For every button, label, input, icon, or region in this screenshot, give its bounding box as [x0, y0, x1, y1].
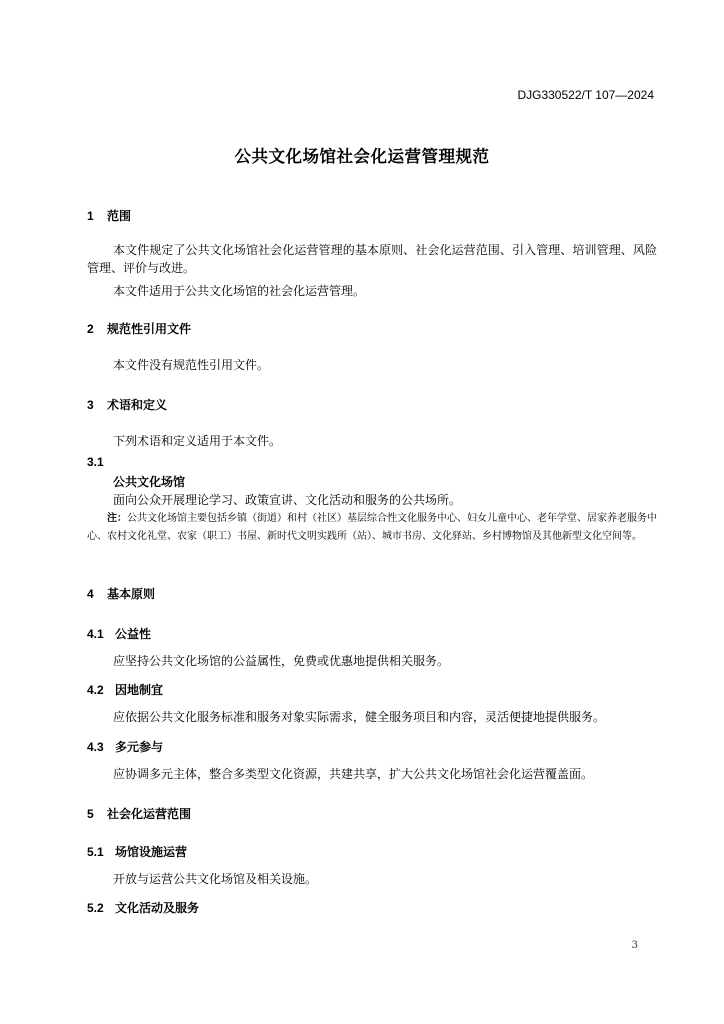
section-1-paragraph-1: 本文件规定了公共文化场馆社会化运营管理的基本原则、社会化运营范围、引入管理、培训管理、风险管理、评价与改进。 [87, 243, 657, 275]
term-note [87, 510, 657, 546]
section-2-heading [87, 320, 191, 337]
subsection-number: 4.1 [87, 627, 104, 641]
subsection-number: 4.2 [87, 683, 104, 697]
page-number: 3 [631, 940, 638, 951]
subsection-title: 因地制宜 [115, 683, 164, 697]
subsection-title: 多元参与 [115, 740, 164, 754]
section-2-paragraph-1: 本文件没有规范性引用文件。 [113, 358, 270, 372]
section-4-2-text: 应依据公共文化服务标准和服务对象实际需求，健全服务项目和内容，灵活便捷地提供服务。 [113, 710, 606, 724]
section-title: 社会化运营范围 [107, 807, 192, 821]
section-5-heading [87, 805, 191, 822]
section-5-1-text: 开放与运营公共文化场馆及相关设施。 [113, 872, 318, 886]
section-number: 4 [87, 587, 94, 601]
term-name: 公共文化场馆 [113, 475, 186, 489]
section-4-2-heading [87, 681, 163, 698]
note-text: 公共文化场馆主要包括乡镇（街道）和村（社区）基层综合性文化服务中心、妇女儿童中心、老年学堂、居家养老服务中心、农村文化礼堂、农家（职工）书屋、新时代文明实践所（站）、城市书房、文化驿站、乡村博物馆及其他新型文化空间等。 [87, 513, 657, 542]
section-title: 基本原则 [107, 587, 156, 601]
section-title: 术语和定义 [107, 398, 168, 412]
section-4-1-text: 应坚持公共文化场馆的公益属性，免费或优惠地提供相关服务。 [113, 654, 450, 668]
section-1-heading [87, 207, 131, 224]
document-number: DJG330522/T 107—2024 [517, 88, 654, 102]
section-number: 3 [87, 398, 94, 412]
section-4-1-heading [87, 625, 151, 642]
subsection-title: 文化活动及服务 [115, 901, 200, 915]
section-number: 5 [87, 807, 94, 821]
section-number: 2 [87, 322, 94, 336]
term-number: 3.1 [87, 455, 104, 469]
section-4-heading [87, 585, 155, 602]
section-4-3-heading [87, 738, 163, 755]
subsection-number: 5.2 [87, 901, 104, 915]
section-5-2-heading [87, 899, 199, 916]
subsection-number: 4.3 [87, 740, 104, 754]
note-label: 注： [107, 513, 127, 524]
subsection-title: 公益性 [115, 627, 152, 641]
section-5-1-heading [87, 843, 187, 860]
term-definition: 面向公众开展理论学习、政策宣讲、文化活动和服务的公共场所。 [113, 493, 462, 507]
section-number: 1 [87, 209, 94, 223]
section-3-paragraph-1: 下列术语和定义适用于本文件。 [113, 434, 282, 448]
section-4-3-text: 应协调多元主体，整合多类型文化资源，共建共享，扩大公共文化场馆社会化运营覆盖面。 [113, 767, 594, 781]
section-title: 规范性引用文件 [107, 322, 192, 336]
document-title: 公共文化场馆社会化运营管理规范 [234, 147, 490, 166]
subsection-title: 场馆设施运营 [115, 845, 188, 859]
section-1-paragraph-2: 本文件适用于公共文化场馆的社会化运营管理。 [113, 284, 366, 298]
section-3-heading [87, 396, 167, 413]
section-title: 范围 [107, 209, 132, 223]
subsection-number: 5.1 [87, 845, 104, 859]
